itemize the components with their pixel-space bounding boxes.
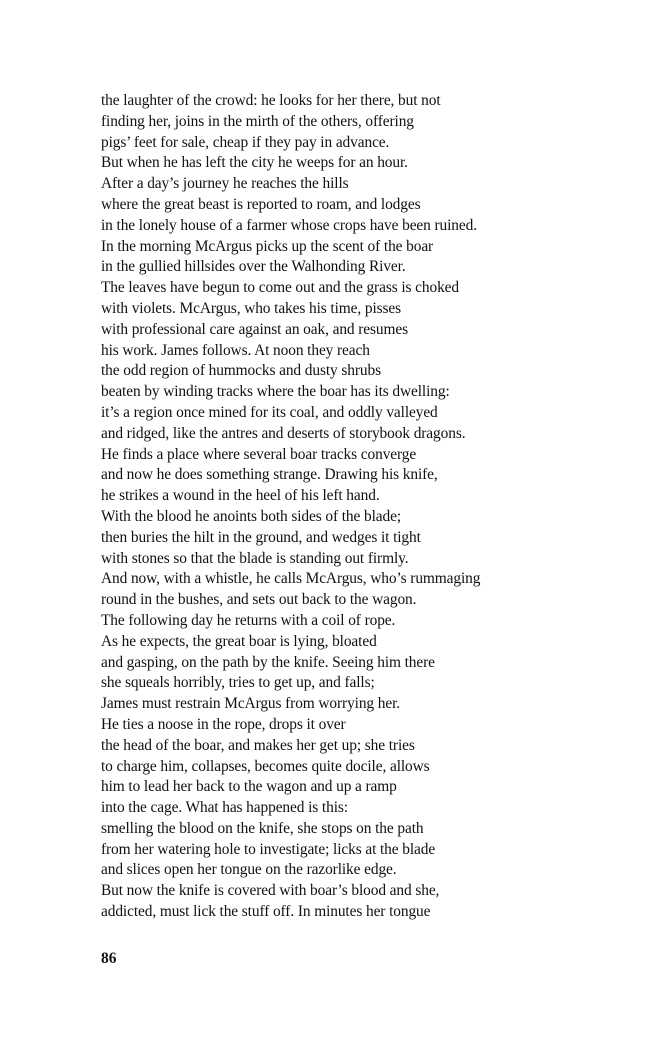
poem-line: The leaves have begun to come out and the grass is choked <box>101 279 460 297</box>
page-number: 86 <box>101 950 117 967</box>
poem-line: and slices open her tongue on the razorlike edge. <box>101 861 397 879</box>
poem-line: The following day he returns with a coil of rope. <box>101 611 396 629</box>
poem-line: in the lonely house of a farmer whose crops have been ruined. <box>101 216 477 234</box>
poem-text <box>101 91 621 923</box>
poem-line: him to lead her back to the wagon and up a ramp <box>101 778 397 796</box>
poem-line: in the gullied hillsides over the Walhonding River. <box>101 258 406 276</box>
poem-line: and now he does something strange. Drawing his knife, <box>101 466 438 484</box>
poem-line: from her watering hole to investigate; licks at the blade <box>101 840 436 858</box>
poem-line: But when he has left the city he weeps for an hour. <box>101 154 408 172</box>
poem-line: And now, with a whistle, he calls McArgus, who’s rummaging <box>101 570 481 588</box>
poem-line: With the blood he anoints both sides of the blade; <box>101 507 402 525</box>
poem-line: with stones so that the blade is standing out firmly. <box>101 549 409 567</box>
poem-line: and gasping, on the path by the knife. Seeing him there <box>101 653 435 671</box>
poem-line: addicted, must lick the stuff off. In minutes her tongue <box>101 903 431 921</box>
poem-line: As he expects, the great boar is lying, bloated <box>101 632 377 650</box>
poem-line: But now the knife is covered with boar’s blood and she, <box>101 882 440 900</box>
poem-line: and ridged, like the antres and deserts of storybook dragons. <box>101 424 466 442</box>
poem-line: into the cage. What has happened is this: <box>101 799 348 817</box>
poem-line: After a day’s journey he reaches the hills <box>101 175 349 193</box>
poem-line: In the morning McArgus picks up the scent of the boar <box>101 237 434 255</box>
poem-line: she squeals horribly, tries to get up, and falls; <box>101 674 375 692</box>
poem-line: the head of the boar, and makes her get up; she tries <box>101 736 415 754</box>
poem-line: with violets. McArgus, who takes his time, pisses <box>101 299 402 317</box>
poem-line: it’s a region once mined for its coal, and oddly valleyed <box>101 403 438 421</box>
poem-line: He ties a noose in the rope, drops it over <box>101 715 346 733</box>
poem-line: his work. James follows. At noon they reach <box>101 341 370 359</box>
poem-line: finding her, joins in the mirth of the others, offering <box>101 112 414 130</box>
poem-line: He finds a place where several boar tracks converge <box>101 445 417 463</box>
poem-line: he strikes a wound in the heel of his left hand. <box>101 487 380 505</box>
poem-line: with professional care against an oak, and resumes <box>101 320 408 338</box>
poem-line: smelling the blood on the knife, she stops on the path <box>101 819 424 837</box>
poem-line: beaten by winding tracks where the boar has its dwelling: <box>101 383 450 401</box>
poem-line: then buries the hilt in the ground, and wedges it tight <box>101 528 421 546</box>
poem-line: where the great beast is reported to roam, and lodges <box>101 195 421 213</box>
poem-line: the odd region of hummocks and dusty shrubs <box>101 362 381 380</box>
poem-line: pigs’ feet for sale, cheap if they pay in advance. <box>101 133 390 151</box>
poem-line: to charge him, collapses, becomes quite docile, allows <box>101 757 430 775</box>
poem-line: James must restrain McArgus from worrying her. <box>101 695 401 713</box>
poem-line: the laughter of the crowd: he looks for her there, but not <box>101 92 441 109</box>
poem-line: round in the bushes, and sets out back to the wagon. <box>101 591 417 609</box>
